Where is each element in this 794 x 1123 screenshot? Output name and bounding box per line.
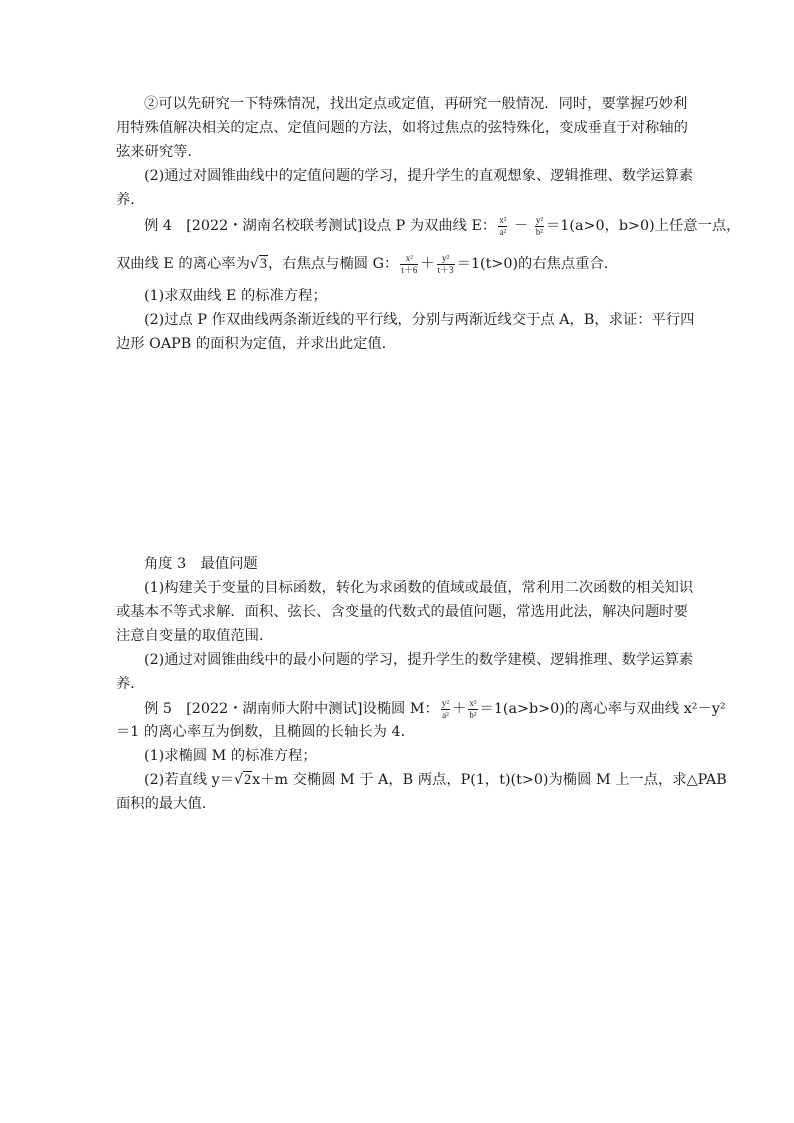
example5-question1: (1)求椭圆 M 的标准方程； (144, 748, 317, 764)
para3-line2: 或基本不等式求解．面积、弦长、含变量的代数式的最值问题，常选用此法，解决问题时要 (116, 604, 688, 620)
para2-line2: 养． (116, 192, 145, 208)
plus-sign: ＋ (452, 701, 467, 717)
example5-line1 (116, 697, 726, 721)
angle3-title: 角度 3 最值问题 (144, 556, 258, 572)
para1-line1: ②可以先研究一下特殊情况，找出定点或定值，再研究一般情况．同时，要掌握巧妙利 (144, 96, 688, 112)
sqrt-symbol: √ (234, 772, 243, 788)
example5-question2-line2: 面积的最大值． (116, 796, 217, 812)
sqrt-symbol: √ (249, 256, 259, 272)
example5-line2: ＝1 的离心率互为倒数，且椭圆的长轴长为 4． (116, 724, 415, 740)
example4-question2-line2: 边形 OAPB 的面积为定值，并求出此定值． (116, 336, 397, 352)
fraction-x2-b2: $\frac{\text{x²}}{\text{b²}}$ (469, 697, 477, 720)
para2-line1: (2)通过对圆锥曲线中的定值问题的学习，提升学生的直观想象、逻辑推理、数学运算素 (144, 168, 694, 184)
sqrt-3: 3 (259, 256, 267, 272)
example5-prefix: 例 5 [2022・湖南师大附中测试]设椭圆 M： (144, 701, 439, 717)
fraction-y2-a2: $\frac{\text{y²}}{\text{a²}}$ (441, 697, 450, 720)
ellipse-g-suffix: ＝1(t>0)的右焦点重合． (456, 256, 619, 272)
eccentricity-text: 双曲线 E 的离心率为 (116, 256, 250, 272)
para3-line1: (1)构建关于变量的目标函数，转化为求函数的值域或最值，常利用二次函数的相关知识 (144, 580, 694, 596)
fraction-x2-t6: $\frac{\text{x²}}{t+6}$ (401, 252, 418, 275)
example5-suffix: ＝1(a>b>0)的离心率与双曲线 x²－y² (479, 701, 726, 717)
line-equation-rest: x＋m 交椭圆 M 于 A，B 两点，P(1，t)(t>0)为椭圆 M 上一点，求△PAB (252, 772, 727, 788)
plus-sign: ＋ (420, 256, 435, 272)
example4-suffix: ＝1(a>0，b>0)上任意一点， (546, 218, 741, 234)
example4-prefix: 例 4 [2022・湖南名校联考测试]设点 P 为双曲线 E： (144, 218, 497, 234)
para1-line2: 用特殊值解决相关的定点、定值问题的方法，如将过焦点的弦特殊化，变成垂直于对称轴的 (116, 120, 688, 136)
para1-line3: 弦来研究等． (116, 144, 202, 160)
fraction-y2-t3: $\frac{\text{y²}}{t+3}$ (437, 252, 454, 275)
example4-question1: (1)求双曲线 E 的标准方程； (144, 288, 327, 304)
sqrt-2: 2 (243, 772, 252, 788)
fraction-x2-a2: $\frac{\text{x²}}{\text{a²}}$ (499, 214, 507, 237)
line-equation-text: (2)若直线 y＝ (144, 772, 235, 788)
para4-line1: (2)通过对圆锥曲线中的最小问题的学习，提升学生的数学建模、逻辑推理、数学运算素 (144, 652, 694, 668)
fraction-y2-b2: $\frac{\text{y²}}{\text{b²}}$ (535, 214, 544, 237)
example4-line2 (116, 252, 686, 276)
example5-question2-line1 (116, 768, 727, 792)
ellipse-g-text: ，右焦点与椭圆 G： (267, 256, 399, 272)
para3-line3: 注意自变量的取值范围． (116, 628, 274, 644)
example4-line1 (116, 214, 741, 238)
example4-question2-line1: (2)过点 P 作双曲线两条渐近线的平行线，分别与两渐近线交于点 A，B，求证：平行四 (144, 312, 695, 328)
para4-line2: 养． (116, 676, 145, 692)
minus-sign: － (509, 218, 533, 234)
